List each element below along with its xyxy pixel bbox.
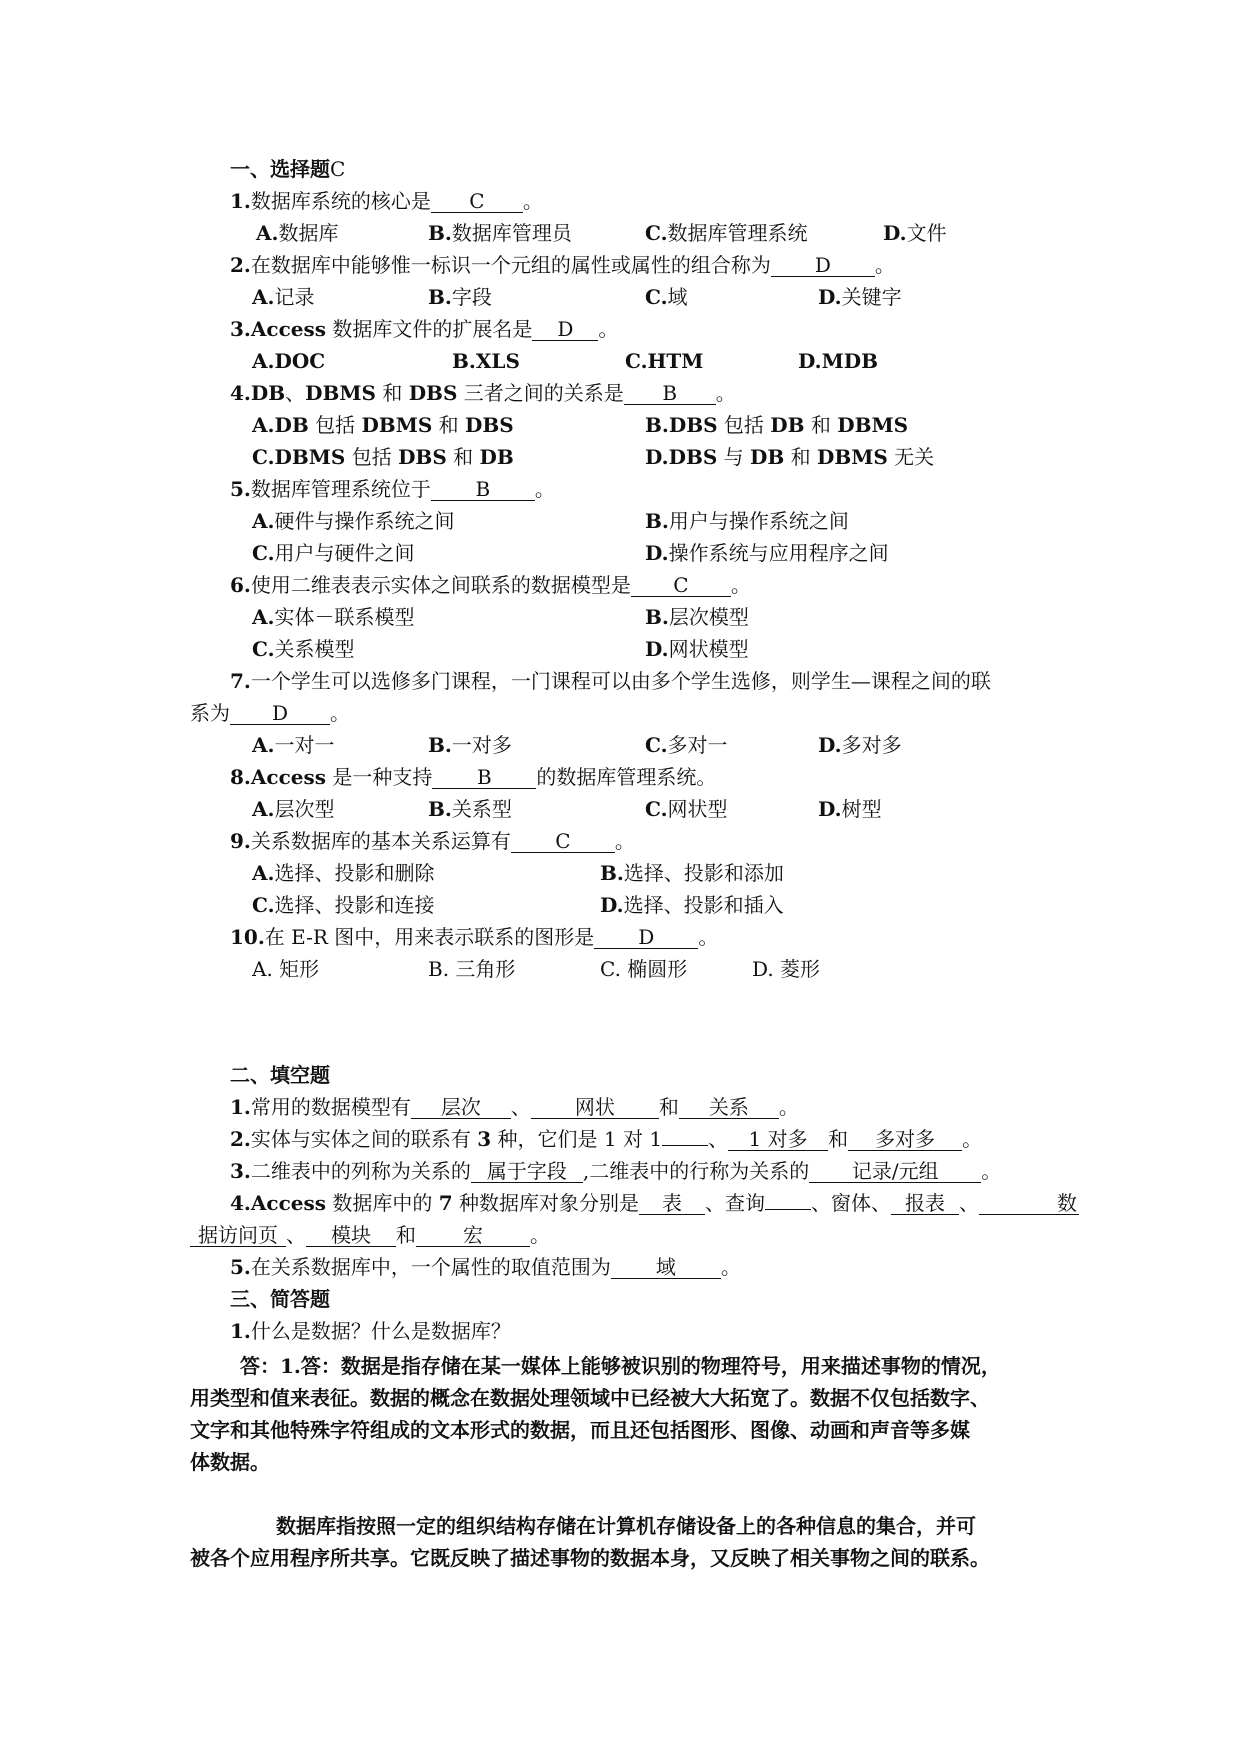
option-c bbox=[252, 892, 435, 918]
option-a bbox=[252, 860, 434, 886]
answer-paragraph-1 bbox=[190, 1350, 1060, 1478]
option-text: 关键字 bbox=[841, 285, 902, 309]
option-a: A. 矩形 bbox=[252, 957, 320, 981]
fill-text: 二维表中的列称为关系的 bbox=[250, 1159, 471, 1183]
answer-blank: D bbox=[230, 702, 330, 725]
answer-line: 数据库指按照一定的组织结构存储在计算机存储设备上的各种信息的集合，并可 bbox=[276, 1514, 976, 1538]
option-part: B.DBS bbox=[645, 413, 718, 437]
option-part: DB bbox=[750, 445, 785, 469]
question-number: 3. bbox=[230, 1159, 251, 1183]
section-3-title: 三、简答题 bbox=[230, 1287, 330, 1311]
question-number: 1. bbox=[230, 189, 251, 213]
stem-part: 、 bbox=[285, 381, 306, 405]
question-7-continued bbox=[190, 700, 350, 726]
fill-text: 种，它们是 1 对 1 bbox=[491, 1127, 663, 1151]
question-number: 1. bbox=[230, 1319, 251, 1343]
option-b: B.XLS bbox=[452, 349, 520, 373]
question-stem: 数据库系统的核心是 bbox=[250, 189, 431, 213]
option-label: B. bbox=[600, 861, 624, 885]
question-stem: 关系数据库的基本关系运算有 bbox=[250, 829, 511, 853]
answer-blank: 据访问页 bbox=[190, 1224, 286, 1247]
option-text: 网状型 bbox=[667, 797, 728, 821]
question-number: 5. bbox=[230, 477, 251, 501]
question-stem: 的数据库管理系统。 bbox=[536, 765, 717, 789]
fill-5 bbox=[230, 1254, 741, 1280]
section-1-title-text: 一、选择题 bbox=[230, 157, 330, 181]
option-text: 选择、投影和插入 bbox=[623, 893, 784, 917]
option-label: B. bbox=[428, 221, 452, 245]
fill-3 bbox=[230, 1158, 1001, 1184]
option-text: 用户与操作系统之间 bbox=[668, 509, 849, 533]
option-d bbox=[818, 284, 902, 310]
question-stem: 数据库文件的扩展名是 bbox=[326, 317, 533, 341]
answer-blank-empty bbox=[662, 1145, 708, 1146]
option-label: C. bbox=[252, 637, 275, 661]
option-part: 和 bbox=[446, 445, 480, 469]
fill-text: 。 bbox=[778, 1095, 799, 1119]
option-c: C.HTM bbox=[625, 349, 704, 373]
question-end: 。 bbox=[522, 189, 543, 213]
answer-blank: 网状 bbox=[531, 1096, 659, 1119]
fill-text: 、 bbox=[708, 1127, 729, 1151]
option-label: C. bbox=[645, 221, 668, 245]
option-part: DB bbox=[479, 445, 514, 469]
fill-text: 。 bbox=[962, 1127, 983, 1151]
question-stem: 在 E-R 图中，用来表示联系的图形是 bbox=[264, 925, 595, 949]
question-number: 5. bbox=[230, 1255, 251, 1279]
question-number: 4. bbox=[230, 1191, 251, 1215]
option-c bbox=[252, 636, 355, 662]
answer-blank: B bbox=[431, 478, 535, 501]
stem-part: 和 bbox=[375, 381, 409, 405]
answer-blank: 报表 bbox=[891, 1192, 959, 1215]
question-4 bbox=[230, 380, 736, 406]
question-9 bbox=[230, 828, 635, 854]
answer-blank: 多对多 bbox=[848, 1128, 962, 1151]
option-a bbox=[252, 412, 514, 438]
option-text: 操作系统与应用程序之间 bbox=[668, 541, 889, 565]
answer-blank: 数 bbox=[979, 1192, 1079, 1215]
question-end: 。 bbox=[330, 701, 350, 725]
option-label: D. bbox=[818, 797, 842, 821]
question-end: 。 bbox=[614, 829, 635, 853]
fill-text: 和 bbox=[396, 1223, 416, 1247]
option-text: 选择、投影和添加 bbox=[623, 861, 784, 885]
section-2-title: 二、填空题 bbox=[230, 1063, 330, 1087]
option-part: DBS bbox=[398, 445, 447, 469]
question-number: 10. bbox=[230, 925, 265, 949]
answer-blank: B bbox=[432, 766, 536, 789]
option-text: 选择、投影和连接 bbox=[274, 893, 435, 917]
option-text: 选择、投影和删除 bbox=[274, 861, 435, 885]
question-number: 8. bbox=[230, 765, 251, 789]
option-a bbox=[252, 732, 334, 758]
option-label: A. bbox=[256, 221, 279, 245]
option-b bbox=[428, 796, 512, 822]
option-b bbox=[428, 732, 512, 758]
fill-text: 种数据库对象分别是 bbox=[452, 1191, 640, 1215]
option-a bbox=[252, 508, 454, 534]
option-d: D.MDB bbox=[798, 349, 878, 373]
option-text: 一对多 bbox=[451, 733, 512, 757]
answer-blank: 关系 bbox=[679, 1096, 779, 1119]
answer-blank: B bbox=[624, 382, 716, 405]
option-label: B. bbox=[428, 733, 452, 757]
option-c bbox=[645, 796, 728, 822]
option-d bbox=[645, 636, 749, 662]
option-label: C. bbox=[645, 285, 668, 309]
option-label: A. bbox=[252, 509, 275, 533]
option-d bbox=[600, 892, 784, 918]
option-part: 和 bbox=[804, 413, 838, 437]
answer-line: 文字和其他特殊字符组成的文本形式的数据，而且还包括图形、图像、动画和声音等多媒 bbox=[190, 1418, 970, 1442]
answer-blank: D bbox=[771, 254, 875, 277]
option-label: A. bbox=[252, 733, 275, 757]
question-end: 。 bbox=[874, 253, 895, 277]
question-number: 6. bbox=[230, 573, 251, 597]
answer-blank: 表 bbox=[639, 1192, 705, 1215]
option-text: 网状模型 bbox=[668, 637, 749, 661]
answer-blank-empty bbox=[765, 1209, 811, 1210]
question-stem: 数据库管理系统位于 bbox=[250, 477, 431, 501]
fill-4 bbox=[230, 1190, 1079, 1216]
option-text: 层次型 bbox=[274, 797, 335, 821]
section-1-title-suffix: C bbox=[330, 157, 346, 181]
fill-text: 、查询 bbox=[705, 1191, 766, 1215]
fill-text: 、窗体、 bbox=[811, 1191, 892, 1215]
option-label: C. bbox=[645, 733, 668, 757]
option-d bbox=[818, 796, 882, 822]
option-c bbox=[645, 220, 808, 246]
question-end: 。 bbox=[698, 925, 719, 949]
option-d bbox=[645, 444, 934, 470]
option-label: D. bbox=[645, 541, 669, 565]
option-part: 和 bbox=[432, 413, 466, 437]
fill-text: 数据库中的 bbox=[326, 1191, 439, 1215]
answer-blank: 1 对多 bbox=[728, 1128, 828, 1151]
stem-part: DBS bbox=[408, 381, 458, 405]
fill-text: 。 bbox=[981, 1159, 1002, 1183]
question-stem-bold: Access bbox=[250, 765, 327, 789]
option-a bbox=[256, 220, 338, 246]
option-label: D. bbox=[600, 893, 624, 917]
fill-text: ,二维表中的行称为关系的 bbox=[582, 1159, 810, 1183]
answer-blank: C bbox=[631, 574, 731, 597]
question-end: 。 bbox=[598, 317, 619, 341]
option-b bbox=[428, 220, 572, 246]
option-text: 记录 bbox=[274, 285, 315, 309]
option-b bbox=[645, 412, 908, 438]
option-label: C. bbox=[252, 893, 275, 917]
fill-text: 。 bbox=[720, 1255, 741, 1279]
stem-part: DBMS bbox=[305, 381, 376, 405]
option-label: A. bbox=[252, 605, 275, 629]
question-number: 1. bbox=[230, 1095, 251, 1119]
question-stem: 一个学生可以选修多门课程，一门课程可以由多个学生选修，则学生—课程之间的联 bbox=[250, 669, 991, 693]
fill-text: 和 bbox=[828, 1127, 849, 1151]
option-text: 关系型 bbox=[451, 797, 512, 821]
option-part: 和 bbox=[784, 445, 817, 469]
option-c: C. 椭圆形 bbox=[600, 957, 688, 981]
question-1 bbox=[230, 188, 543, 214]
stem-part: DB bbox=[250, 381, 286, 405]
option-text: 文件 bbox=[906, 221, 947, 245]
question-8 bbox=[230, 764, 716, 790]
fill-text: 实体与实体之间的联系有 bbox=[250, 1127, 478, 1151]
question-2 bbox=[230, 252, 895, 278]
question-end: 。 bbox=[730, 573, 751, 597]
question-number: 2. bbox=[230, 253, 251, 277]
answer-line: 答：1.答：数据是指存储在某一媒体上能够被识别的物理符号，用来描述事物的情况， bbox=[240, 1354, 1001, 1378]
option-b bbox=[600, 860, 784, 886]
option-c bbox=[252, 444, 514, 470]
option-d bbox=[818, 732, 902, 758]
answer-paragraph-2 bbox=[190, 1510, 1060, 1574]
option-text: 数据库 bbox=[278, 221, 339, 245]
question-7 bbox=[230, 668, 991, 694]
option-label: B. bbox=[428, 285, 452, 309]
option-text: 数据库管理系统 bbox=[667, 221, 808, 245]
fill-1 bbox=[230, 1094, 799, 1120]
fill-number: 7 bbox=[438, 1191, 453, 1215]
option-part: C.DBMS bbox=[252, 445, 346, 469]
section-1-title bbox=[230, 156, 345, 182]
answer-line: 被各个应用程序所共享。它既反映了描述事物的数据本身，又反映了相关事物之间的联系。 bbox=[190, 1546, 990, 1570]
question-stem-bold: Access bbox=[250, 317, 327, 341]
answer-line: 体数据。 bbox=[190, 1450, 270, 1474]
fill-text: 和 bbox=[658, 1095, 679, 1119]
question-number: 2. bbox=[230, 1127, 251, 1151]
fill-text: 。 bbox=[530, 1223, 550, 1247]
question-10 bbox=[230, 924, 718, 950]
fill-number: 3 bbox=[477, 1127, 492, 1151]
fill-text: 、 bbox=[510, 1095, 531, 1119]
option-part: DB bbox=[770, 413, 805, 437]
option-label: B. bbox=[645, 605, 669, 629]
answer-blank: C bbox=[511, 830, 615, 853]
option-part: 包括 bbox=[308, 413, 362, 437]
answer-blank: 属于字段 bbox=[471, 1160, 583, 1183]
option-part: A.DB bbox=[252, 413, 309, 437]
option-label: D. bbox=[818, 285, 842, 309]
option-part: D.DBS bbox=[645, 445, 718, 469]
question-number: 3. bbox=[230, 317, 251, 341]
option-part: DBS bbox=[465, 413, 514, 437]
option-b: B. 三角形 bbox=[428, 957, 516, 981]
option-part: 与 bbox=[717, 445, 751, 469]
answer-blank: 模块 bbox=[306, 1224, 396, 1247]
question-stem: 是一种支持 bbox=[326, 765, 433, 789]
answer-blank: D bbox=[532, 318, 598, 341]
question-5 bbox=[230, 476, 555, 502]
option-label: A. bbox=[252, 285, 275, 309]
option-text: 层次模型 bbox=[668, 605, 749, 629]
option-d bbox=[645, 540, 889, 566]
option-a bbox=[252, 284, 314, 310]
option-label: C. bbox=[252, 541, 275, 565]
option-part: DBMS bbox=[816, 445, 888, 469]
option-b bbox=[428, 284, 492, 310]
question-3 bbox=[230, 316, 618, 342]
option-text: 多对多 bbox=[841, 733, 902, 757]
question-stem: 系为 bbox=[190, 701, 230, 725]
question-stem: 什么是数据？什么是数据库？ bbox=[250, 1319, 511, 1343]
option-c bbox=[252, 540, 415, 566]
option-part: 无关 bbox=[887, 445, 935, 469]
option-c bbox=[645, 284, 688, 310]
question-stem: 在数据库中能够惟一标识一个元组的属性或属性的组合称为 bbox=[250, 253, 771, 277]
answer-blank: C bbox=[431, 190, 523, 213]
option-a bbox=[252, 604, 414, 630]
option-a bbox=[252, 796, 334, 822]
option-part: DBMS bbox=[361, 413, 433, 437]
option-label: D. bbox=[818, 733, 842, 757]
option-d bbox=[883, 220, 947, 246]
answer-blank: 宏 bbox=[416, 1224, 530, 1247]
option-label: A. bbox=[252, 797, 275, 821]
fill-text: 在关系数据库中，一个属性的取值范围为 bbox=[250, 1255, 611, 1279]
option-text: 关系模型 bbox=[274, 637, 355, 661]
option-text: 树型 bbox=[841, 797, 882, 821]
option-part: 包括 bbox=[717, 413, 771, 437]
option-b bbox=[645, 508, 849, 534]
question-end: 。 bbox=[534, 477, 555, 501]
option-label: B. bbox=[428, 797, 452, 821]
fill-4-continued bbox=[190, 1222, 550, 1248]
option-label: B. bbox=[645, 509, 669, 533]
question-number: 4. bbox=[230, 381, 251, 405]
fill-text-bold: Access bbox=[250, 1191, 327, 1215]
fill-text: 、 bbox=[959, 1191, 980, 1215]
short-answer-1 bbox=[230, 1318, 511, 1344]
question-end: 。 bbox=[715, 381, 736, 405]
fill-text: 常用的数据模型有 bbox=[250, 1095, 411, 1119]
option-text: 数据库管理员 bbox=[451, 221, 572, 245]
question-6 bbox=[230, 572, 751, 598]
option-label: D. bbox=[645, 637, 669, 661]
option-text: 域 bbox=[667, 285, 688, 309]
option-part: DBMS bbox=[837, 413, 909, 437]
fill-2 bbox=[230, 1126, 982, 1152]
option-b bbox=[645, 604, 749, 630]
question-number: 7. bbox=[230, 669, 251, 693]
option-text: 用户与硬件之间 bbox=[274, 541, 415, 565]
option-text: 字段 bbox=[451, 285, 492, 309]
option-label: A. bbox=[252, 861, 275, 885]
option-c bbox=[645, 732, 728, 758]
answer-blank: 层次 bbox=[411, 1096, 511, 1119]
fill-text: 、 bbox=[286, 1223, 306, 1247]
option-text: 实体－联系模型 bbox=[274, 605, 415, 629]
answer-blank: 域 bbox=[611, 1256, 721, 1279]
question-stem: 使用二维表表示实体之间联系的数据模型是 bbox=[250, 573, 631, 597]
option-d: D. 菱形 bbox=[752, 957, 821, 981]
option-label: C. bbox=[645, 797, 668, 821]
question-number: 9. bbox=[230, 829, 251, 853]
option-text: 多对一 bbox=[667, 733, 728, 757]
option-part: 包括 bbox=[345, 445, 399, 469]
option-a: A.DOC bbox=[252, 349, 326, 373]
answer-line: 用类型和值来表征。数据的概念在数据处理领域中已经被大大拓宽了。数据不仅包括数字、 bbox=[190, 1386, 990, 1410]
option-text: 硬件与操作系统之间 bbox=[274, 509, 455, 533]
option-label: D. bbox=[883, 221, 907, 245]
stem-part: 三者之间的关系是 bbox=[457, 381, 624, 405]
answer-blank: D bbox=[594, 926, 698, 949]
option-text: 一对一 bbox=[274, 733, 335, 757]
answer-blank: 记录/元组 bbox=[809, 1160, 981, 1183]
